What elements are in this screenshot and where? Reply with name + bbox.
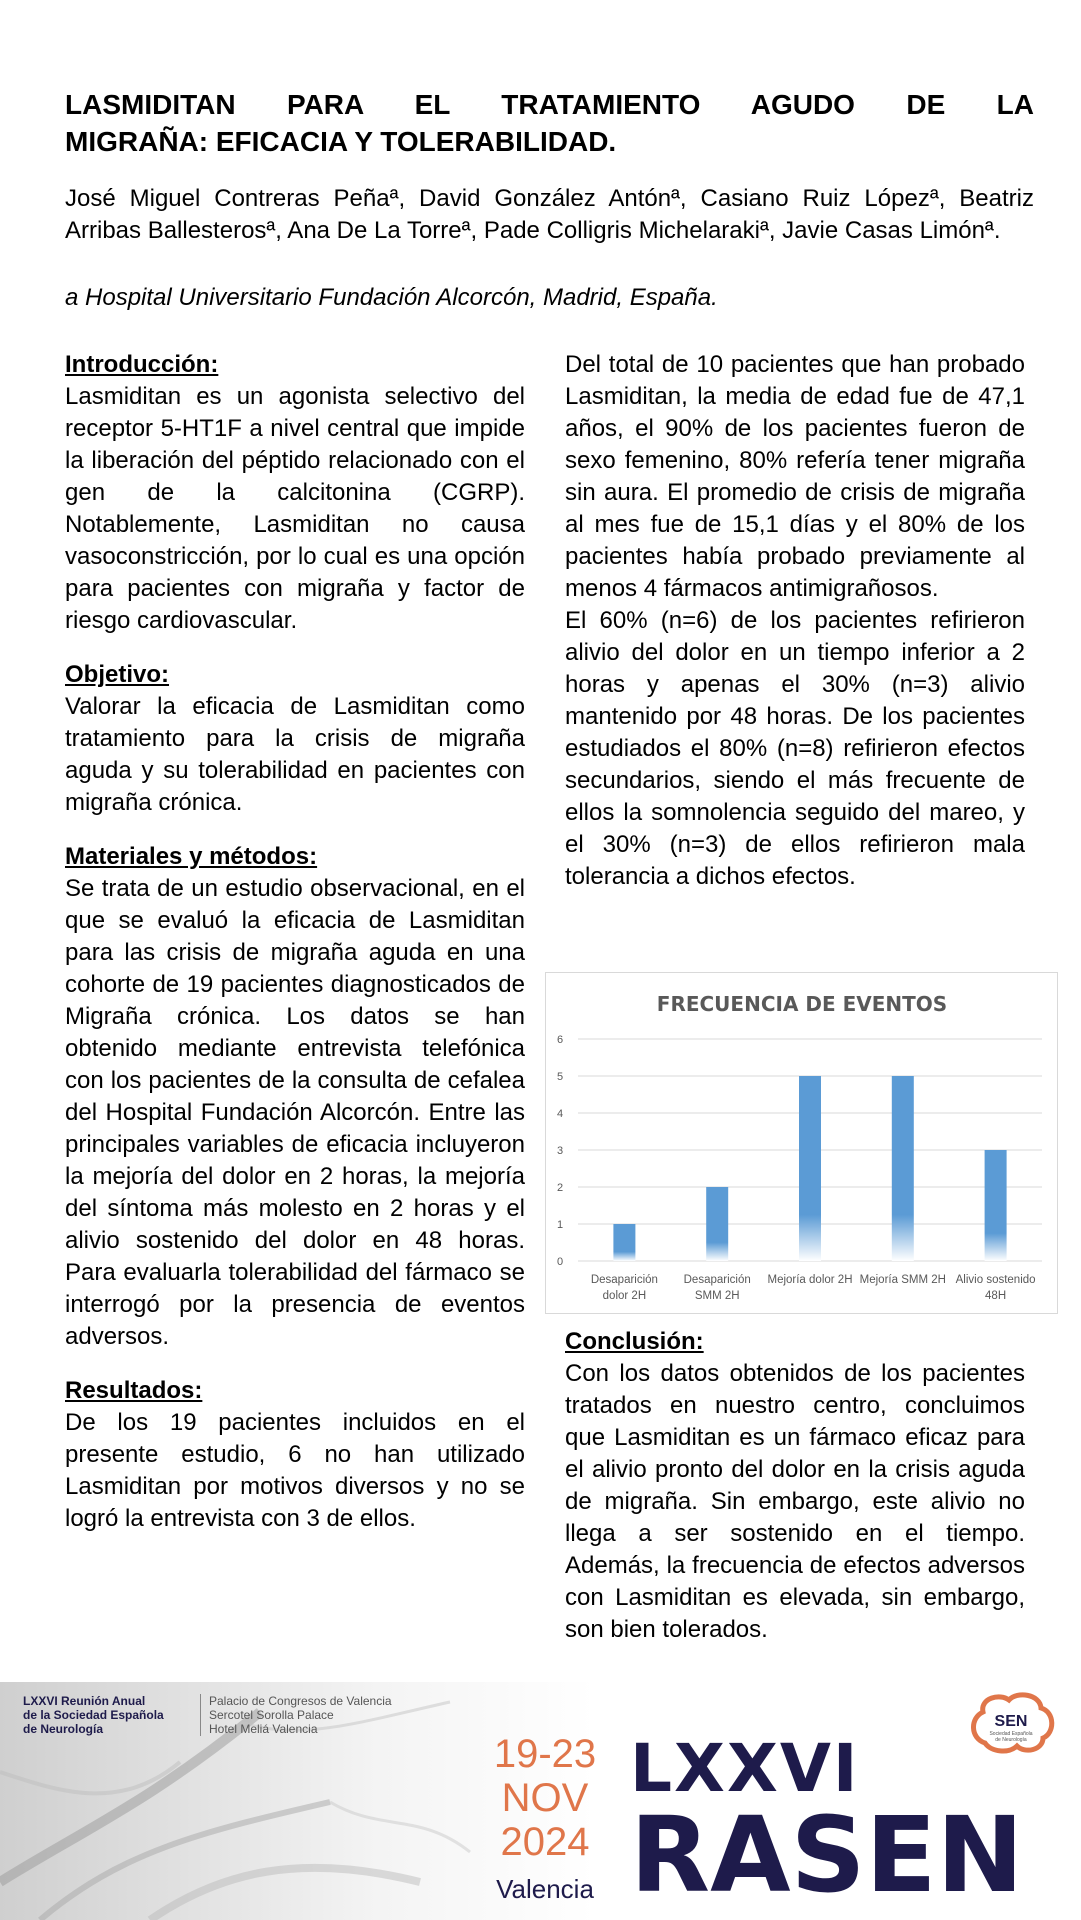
right-column: [565, 349, 1025, 893]
poster-title: [65, 86, 1034, 160]
bar: [892, 1076, 914, 1261]
section-text: Se trata de un estudio observacional, en el que se evaluó la eficacia de Lasmiditan para las crisis de migraña aguda en una cohorte de 19 pacientes diagnosticados de Migraña crónica. Los datos se han obtenido mediante entrevista telefónica con los pacientes de la consulta de cefalea del Hospital Fundación Alcorcón. Entre las principales variables de eficacia incluyeron la mejoría del dolor en 2 horas, la mejoría del síntoma más molesto en 2 horas y el alivio sostenido del dolor en 48 horas. Para evaluarla tolerabilidad del fármaco se interrogó por la presencia de eventos adversos.: [65, 875, 525, 1350]
section-text: Con los datos obtenidos de los pacientes tratados en nuestro centro, concluimos que Lasmiditan es un fármaco eficaz para el alivio pronto del dolor en la crisis aguda de migraña. Sin embargo, este alivio no llega a ser sostenido en el tiempo. Además, la frecuencia de efectos adversos con Lasmiditan es elevada, sin embargo, son bien tolerados.: [565, 1360, 1025, 1643]
date-line: 19-23: [493, 1732, 597, 1776]
x-tick-label: Alivio sostenido: [955, 1274, 1036, 1286]
sen-brain-logo-icon: [965, 1688, 1057, 1758]
y-tick-label: 4: [556, 1108, 564, 1120]
meeting-line: LXXVI Reunión Anual: [23, 1694, 146, 1708]
venue-line: Hotel Meliá Valencia: [209, 1722, 318, 1736]
section-heading: Conclusión:: [565, 1328, 704, 1355]
chart-svg: [546, 973, 1057, 1313]
venue-line: Palacio de Congresos de Valencia: [209, 1694, 392, 1708]
chart-title: FRECUENCIA DE EVENTOS: [656, 992, 948, 1016]
section-text: Valorar la eficacia de Lasmiditan como tratamiento para la crisis de migraña aguda y su tolerabilidad en pacientes con migraña crónica.: [65, 693, 525, 816]
meeting-line: de la Sociedad Española: [23, 1708, 164, 1722]
left-column: [65, 349, 525, 1557]
results-paragraph-2: El 60% (n=6) de los pacientes refirieron alivio del dolor en un tiempo inferior a 2 horas y apenas el 30% (n=3) alivio mantenido por 48 horas. De los pacientes estudiados el 80% (n=8) refirieron efectos secundarios, siendo el más frecuente de ellos la somnolencia seguido del mareo, y el 30% (n=3) de ellos refirieron mala tolerancia a dichos efectos.: [565, 607, 1025, 890]
section-heading: Resultados:: [65, 1377, 203, 1404]
section-heading: Objetivo:: [65, 661, 170, 688]
x-tick-label: Desaparición: [683, 1274, 751, 1286]
section-resultados: [65, 1375, 525, 1535]
bar: [799, 1076, 821, 1261]
y-tick-label: 5: [556, 1071, 564, 1083]
y-tick-label: 0: [556, 1256, 564, 1268]
x-tick-label: Desaparición: [590, 1274, 658, 1286]
logo-text: SEN: [994, 1713, 1028, 1730]
x-tick-label: SMM 2H: [694, 1290, 740, 1302]
x-tick-label: 48H: [985, 1290, 1007, 1302]
authors: José Miguel Contreras Peñaª, David González Antónª, Casiano Ruiz Lópezª, Beatriz Arribas Ballesterosª, Ana De La Torreª, Pade Colligris Michelarakiª, Javie Casas Limónª.: [65, 185, 1034, 244]
results-paragraph-1: Del total de 10 pacientes que han probado Lasmiditan, la media de edad fue de 47,1 años, el 90% de los pacientes fueron de sexo femenino, 80% refería tener migraña sin aura. El promedio de crisis de migraña al mes fue de 15,1 días y el 80% de los pacientes había probado previamente al menos 4 fármacos antimigrañosos.: [565, 351, 1025, 602]
title-line-1: LASMIDITAN PARA EL TRATAMIENTO AGUDO DE LA: [65, 89, 1034, 120]
logo-subtext: Sociedad Española: [989, 1731, 1033, 1737]
y-tick-label: 3: [556, 1145, 564, 1157]
meeting-name: [23, 1694, 164, 1736]
section-materiales: [65, 841, 525, 1353]
section-text: Lasmiditan es un agonista selectivo del receptor 5-HT1F a nivel central que impide la liberación del péptido relacionado con el gen de la calcitonina (CGRP). Notablemente, Lasmiditan no causa vasoconstricción, por lo cual es una opción para pacientes con migraña y factor de riesgo cardiovascular.: [65, 383, 525, 634]
congress-banner: [0, 1682, 1081, 1920]
logo-subtext: de Neurología: [995, 1737, 1027, 1743]
meeting-line: de Neurología: [23, 1722, 104, 1736]
affiliation: a Hospital Universitario Fundación Alcorcón, Madrid, España.: [65, 284, 718, 311]
y-tick-label: 2: [556, 1182, 564, 1194]
edition-number: LXXVI: [630, 1730, 860, 1807]
section-heading: Materiales y métodos:: [65, 843, 318, 870]
section-introduccion: [65, 349, 525, 637]
date-line: NOV: [501, 1776, 589, 1820]
event-city: Valencia: [496, 1874, 594, 1904]
date-line: 2024: [500, 1820, 590, 1864]
venue-list: [200, 1694, 392, 1736]
section-conclusion: [565, 1326, 1025, 1646]
section-text: De los 19 pacientes incluidos en el presente estudio, 6 no han utilizado Lasmiditan por motivos diversos y no se logró la entrevista con 3 de ellos.: [65, 1409, 525, 1532]
bar: [613, 1224, 635, 1261]
title-line-2: MIGRAÑA: EFICACIA Y TOLERABILIDAD.: [65, 126, 617, 157]
y-tick-label: 6: [556, 1034, 564, 1046]
bar: [706, 1187, 728, 1261]
section-objetivo: [65, 659, 525, 819]
event-dates: [480, 1732, 610, 1864]
bar: [985, 1150, 1007, 1261]
y-tick-label: 1: [556, 1219, 564, 1231]
x-tick-label: Mejoría SMM 2H: [859, 1274, 946, 1286]
venue-line: Sercotel Sorolla Palace: [209, 1708, 334, 1722]
section-heading: Introducción:: [65, 351, 219, 378]
events-chart: [545, 972, 1058, 1314]
event-name: RASEN: [630, 1794, 1024, 1916]
x-tick-label: Mejoría dolor 2H: [767, 1274, 853, 1286]
x-tick-label: dolor 2H: [602, 1290, 647, 1302]
